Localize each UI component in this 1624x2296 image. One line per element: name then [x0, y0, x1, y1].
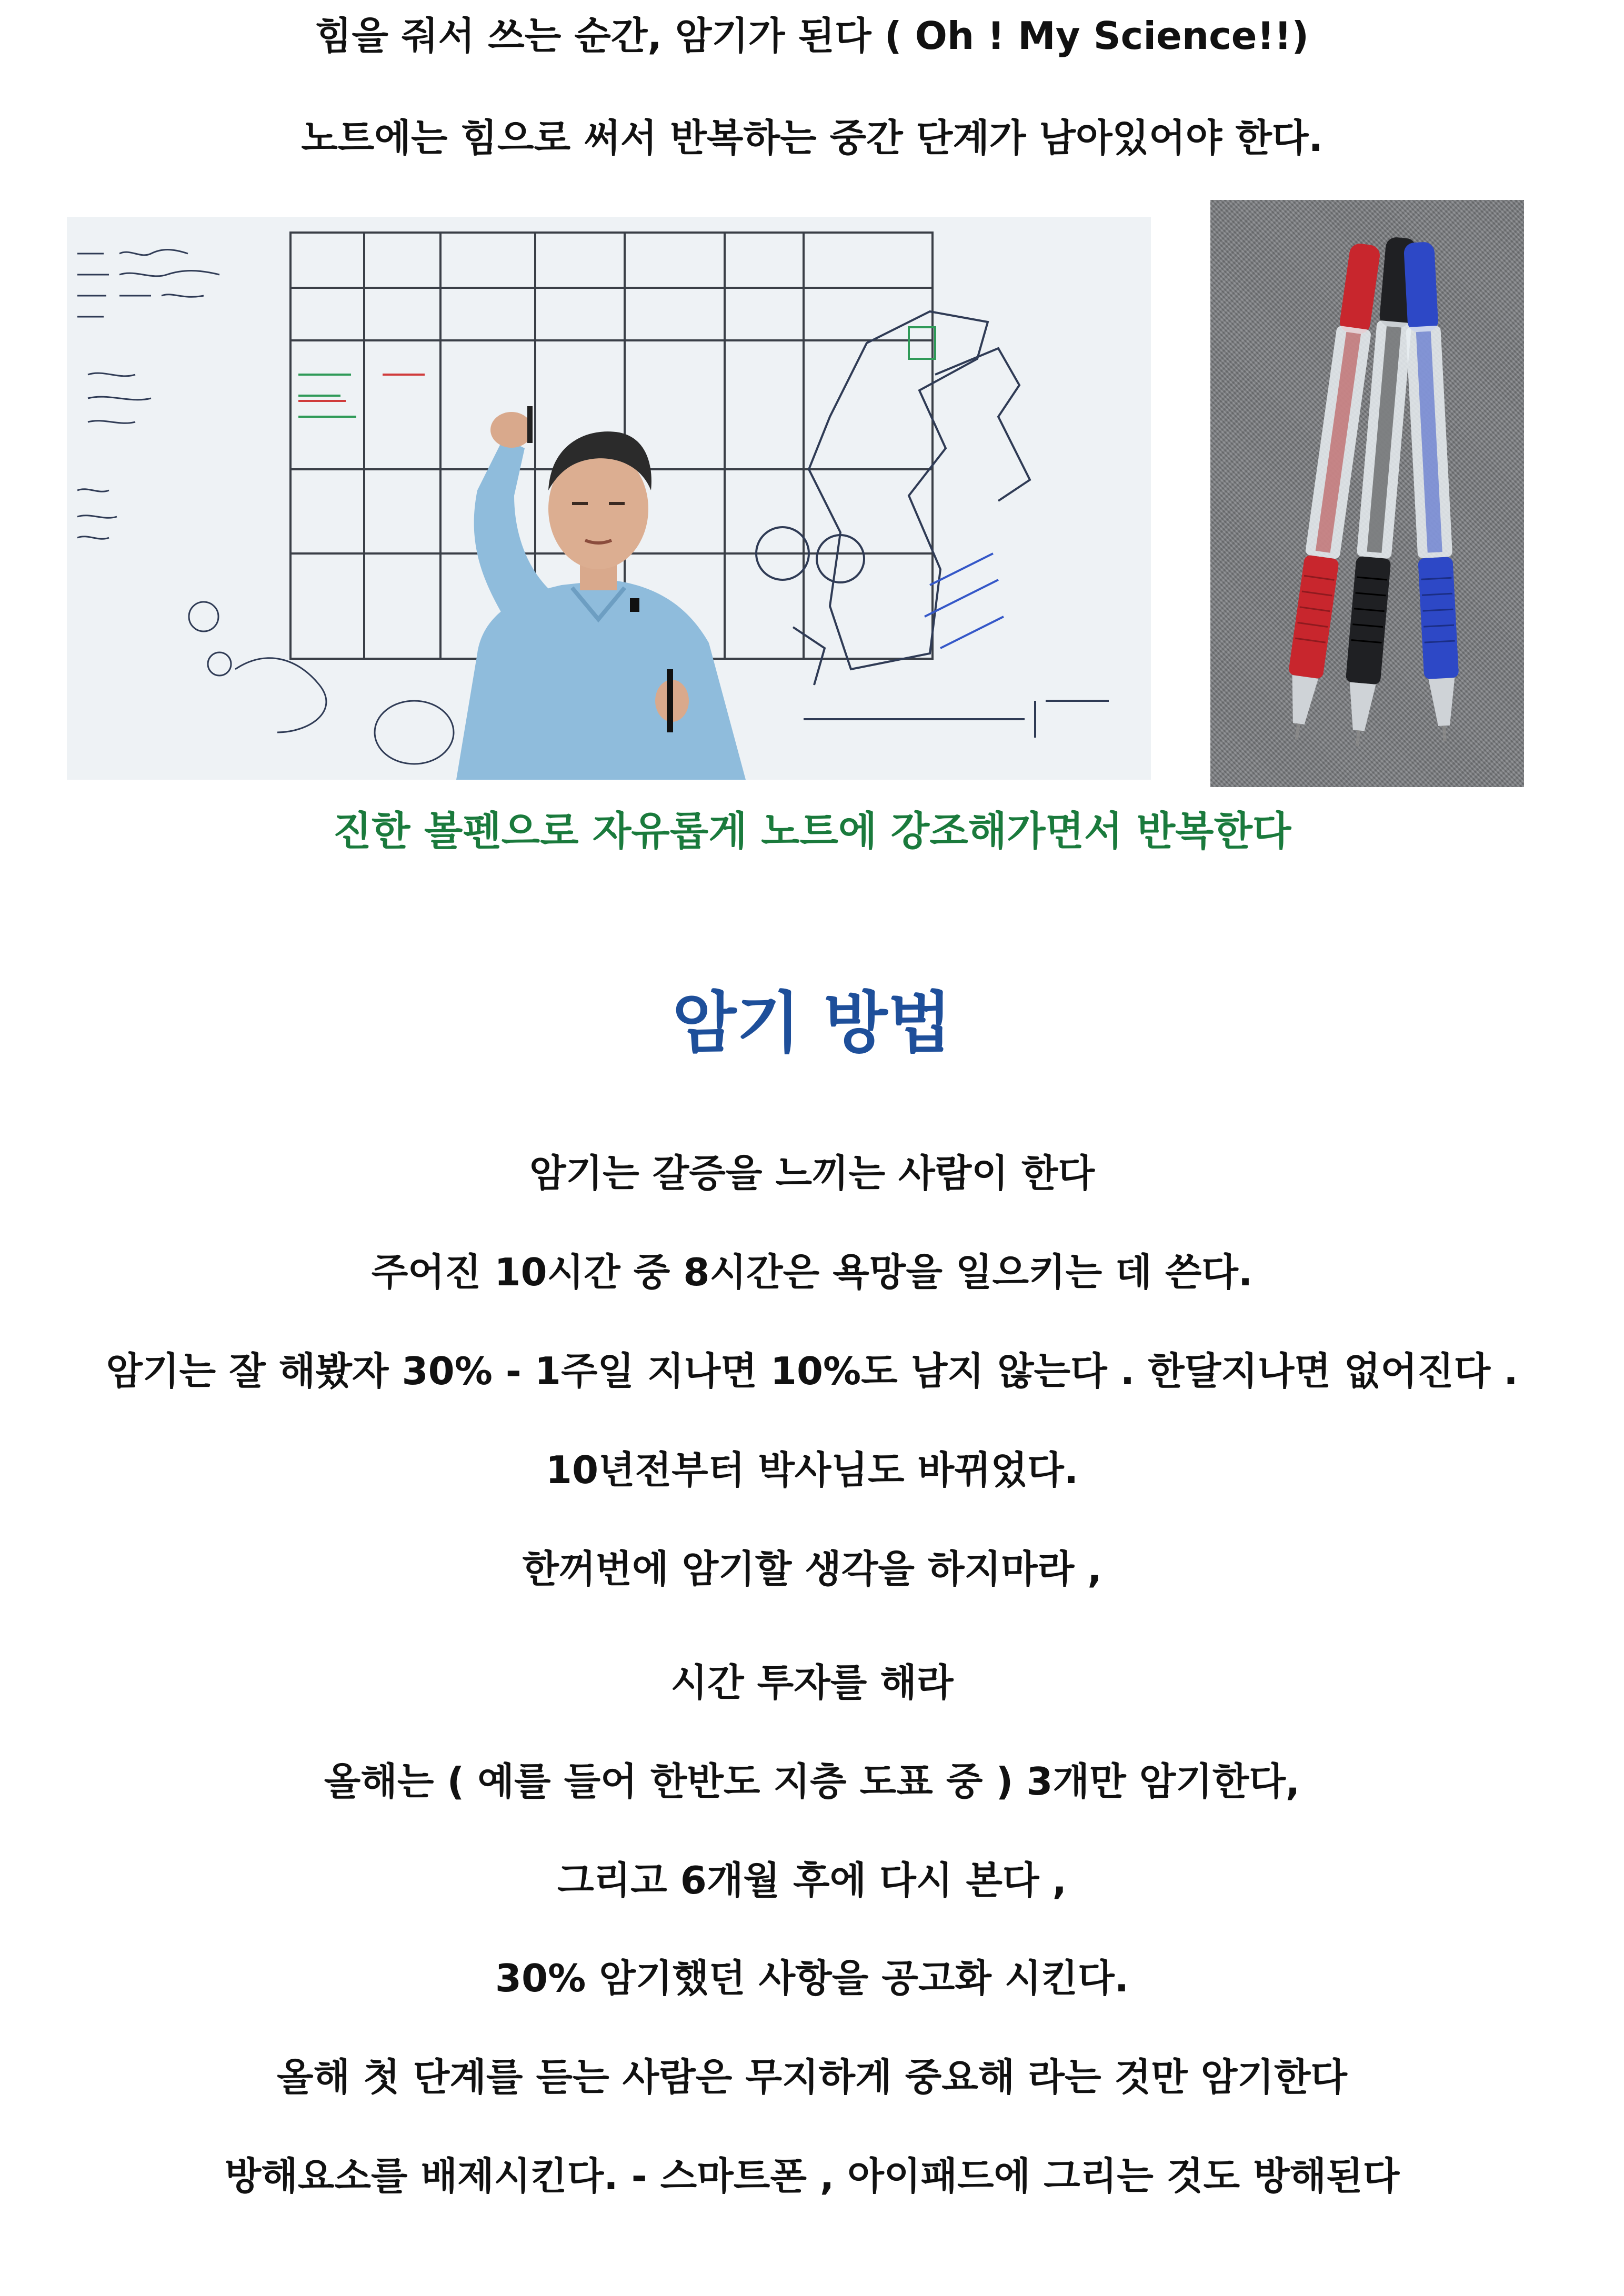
body-line: 주어진 10시간 중 8시간은 욕망을 일으키는 데 쓴다. [371, 1250, 1253, 1294]
body-line: 30% 암기했던 사항을 공고화 시킨다. [495, 1956, 1129, 2000]
whiteboard-lecture-drawing [67, 217, 1151, 780]
header-line-1: 힘을 줘서 쓰는 순간, 암기가 된다 ( Oh ! My Science!!) [315, 14, 1309, 58]
body-line: 방해요소를 배제시킨다. - 스마트폰 , 아이패드에 그리는 것도 방해된다 [224, 2154, 1400, 2198]
section-title: 암기 방법 [672, 984, 952, 1062]
body-line: 올해는 ( 예를 들어 한반도 지층 도표 중 ) 3개만 암기한다, [324, 1759, 1300, 1804]
body-line: 10년전부터 박사님도 바뀌었다. [545, 1448, 1079, 1492]
body-line: 그리고 6개월 후에 다시 본다 , [557, 1858, 1067, 1902]
header-line-2: 노트에는 힘으로 써서 반복하는 중간 단계가 남아있어야 한다. [301, 116, 1323, 160]
pens-photo [1210, 200, 1524, 787]
body-line: 올해 첫 단계를 듣는 사람은 무지하게 중요해 라는 것만 암기한다 [277, 2055, 1347, 2099]
body-line: 시간 투자를 해라 [670, 1660, 954, 1705]
three-ballpoint-pens [1210, 200, 1524, 787]
body-line: 한꺼번에 암기할 생각을 하지마라 , [522, 1547, 1102, 1591]
body-line: 암기는 갈증을 느끼는 사람이 한다 [529, 1151, 1095, 1195]
whiteboard-lecture-photo [67, 217, 1151, 780]
image-caption: 진한 볼펜으로 자유롭게 노트에 강조해가면서 반복한다 [333, 808, 1291, 854]
blue-pen [1401, 241, 1462, 742]
body-line: 암기는 잘 해봤자 30% - 1주일 지나면 10%도 남지 않는다 . 한달지나면 없어진다 . [106, 1349, 1518, 1393]
